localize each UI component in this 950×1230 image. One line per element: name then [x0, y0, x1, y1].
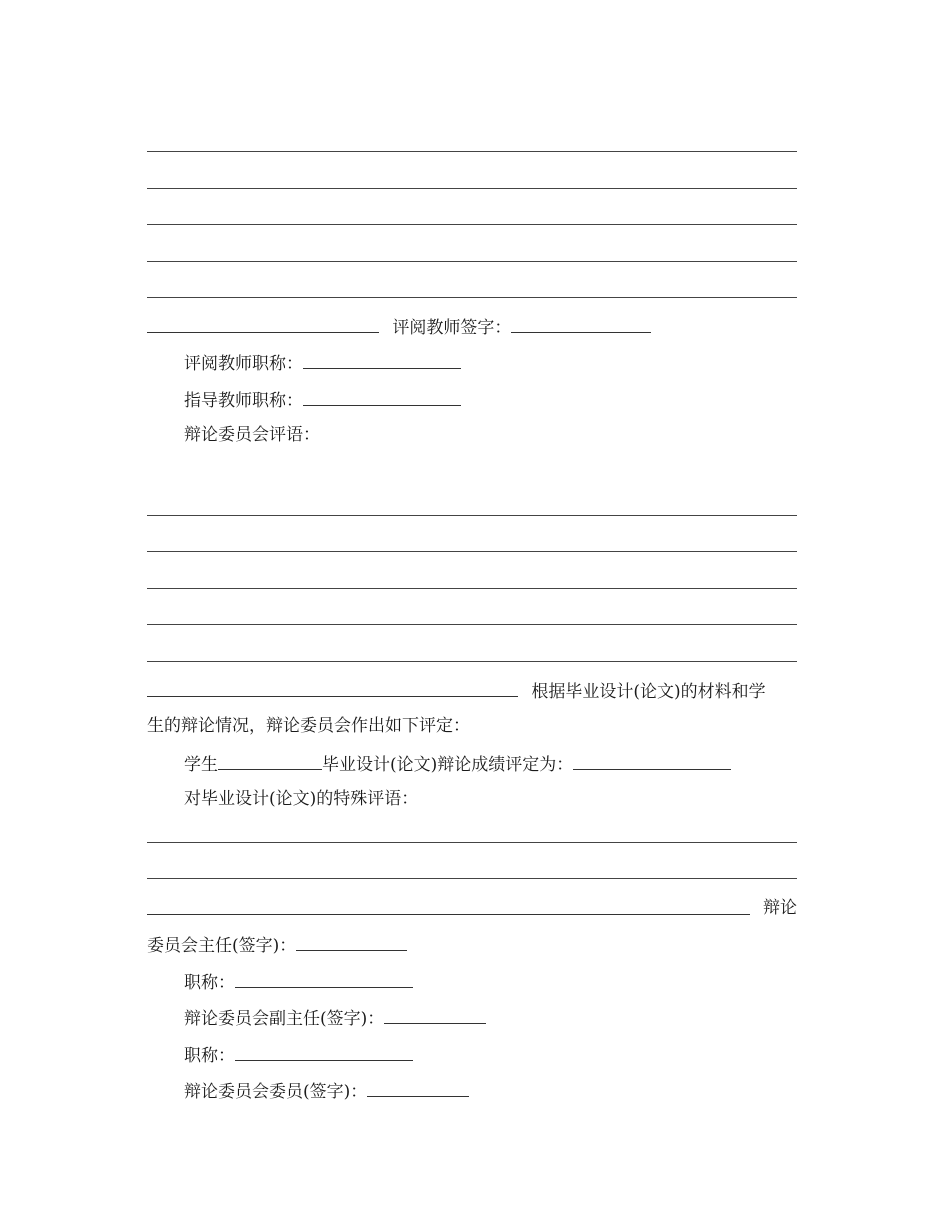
writing-line[interactable]: [147, 842, 797, 843]
committee-comment-heading: [184, 425, 320, 445]
chair-title-row: [184, 971, 413, 993]
chair-title-field[interactable]: [235, 971, 413, 988]
special-comment-label: 对毕业设计(论文)的特殊评语：: [184, 789, 419, 809]
chair-label-part2: 委员会主任(签字)：: [147, 936, 297, 956]
chair-signature-field[interactable]: [296, 934, 407, 951]
reviewer-title-field[interactable]: [303, 352, 461, 369]
reviewer-title-label: 评阅教师职称：: [184, 354, 303, 374]
writing-line[interactable]: [147, 624, 797, 625]
writing-line[interactable]: [147, 661, 797, 662]
reviewer-signature-row: [147, 316, 651, 338]
grade-row: [184, 753, 731, 775]
writing-line[interactable]: [147, 551, 797, 552]
grade-field[interactable]: [573, 753, 731, 770]
vice-chair-title-label: 职称：: [184, 1046, 235, 1066]
member-label: 辩论委员会委员(签字)：: [184, 1082, 368, 1102]
vice-chair-row: [184, 1007, 486, 1029]
grade-suffix: 毕业设计(论文)辩论成绩评定为：: [322, 755, 574, 775]
evaluation-intro-row: [147, 680, 766, 702]
writing-line[interactable]: [147, 297, 797, 298]
writing-line[interactable]: [147, 151, 797, 152]
student-name-field[interactable]: [218, 753, 322, 770]
committee-comment-end-blank[interactable]: [147, 680, 518, 697]
advisor-title-field[interactable]: [303, 389, 461, 406]
vice-chair-title-row: [184, 1044, 413, 1066]
chair-row-1: [147, 898, 797, 920]
writing-line[interactable]: [147, 515, 797, 516]
vice-chair-signature-field[interactable]: [384, 1007, 486, 1024]
special-comment-heading: [184, 789, 418, 809]
evaluation-intro-row-2: [147, 716, 470, 736]
vice-chair-title-field[interactable]: [235, 1044, 413, 1061]
writing-line[interactable]: [147, 224, 797, 225]
chair-label-part1: 辩论: [763, 898, 797, 918]
evaluation-intro-part2: 生的辩论情况，辩论委员会作出如下评定：: [147, 716, 470, 736]
writing-line[interactable]: [147, 588, 797, 589]
writing-line[interactable]: [147, 188, 797, 189]
special-comment-end-blank[interactable]: [147, 898, 750, 915]
advisor-title-row: [184, 389, 461, 411]
reviewer-title-row: [184, 352, 461, 374]
chair-title-label: 职称：: [184, 973, 235, 993]
grade-prefix: 学生: [184, 755, 218, 775]
reviewer-comment-end-blank[interactable]: [147, 316, 379, 333]
reviewer-signature-field[interactable]: [511, 316, 651, 333]
committee-comment-label: 辩论委员会评语：: [184, 425, 320, 445]
advisor-title-label: 指导教师职称：: [184, 391, 303, 411]
member-signature-field[interactable]: [367, 1080, 469, 1097]
vice-chair-label: 辩论委员会副主任(签字)：: [184, 1009, 385, 1029]
writing-line[interactable]: [147, 261, 797, 262]
member-row: [184, 1080, 469, 1102]
evaluation-intro-part1: 根据毕业设计(论文)的材料和学: [531, 682, 766, 702]
writing-line[interactable]: [147, 878, 797, 879]
reviewer-signature-label: 评阅教师签字：: [392, 318, 512, 338]
chair-row-2: [147, 934, 407, 956]
